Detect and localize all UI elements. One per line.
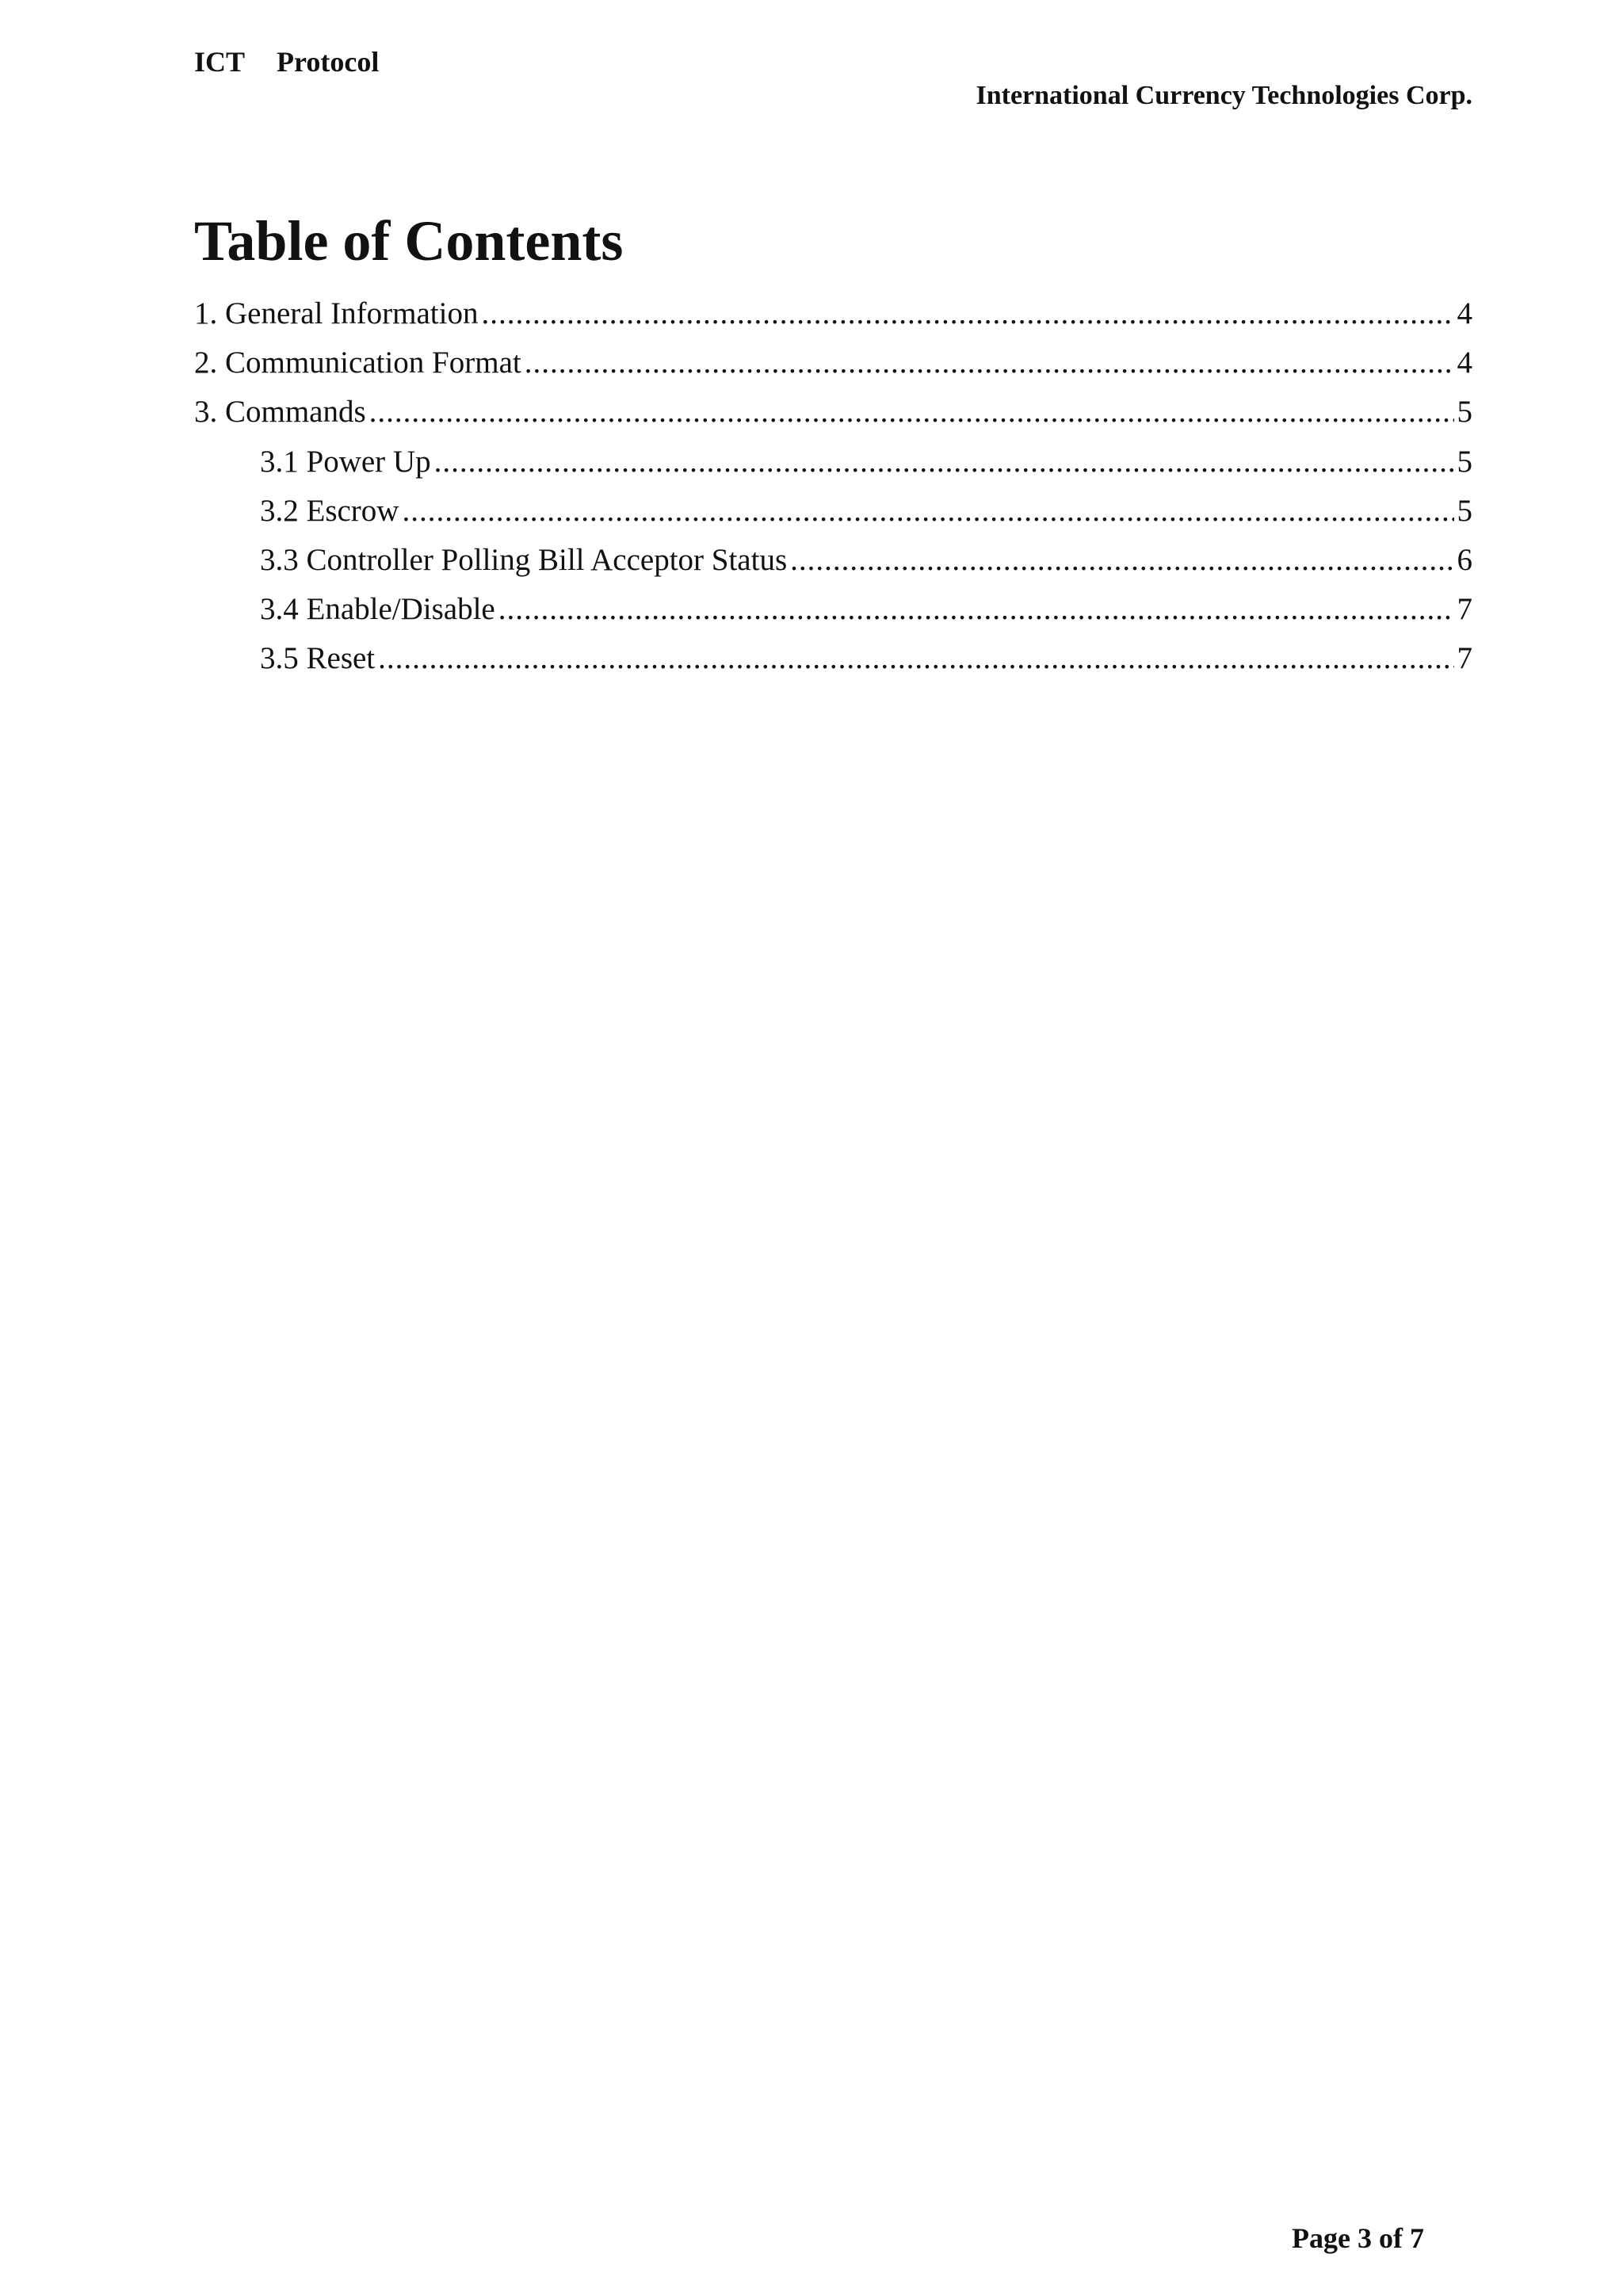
toc-entry[interactable] — [194, 298, 1472, 347]
toc-dot-leader — [434, 446, 1454, 477]
toc-entry-label: 3. Commands — [194, 395, 366, 430]
toc-dot-leader — [481, 298, 1453, 329]
toc-dot-leader — [525, 347, 1454, 378]
toc-entry-page: 4 — [1457, 296, 1472, 330]
toc-subentry[interactable] — [194, 495, 1472, 544]
toc-subentry[interactable] — [194, 594, 1472, 643]
toc-dot-leader — [498, 594, 1454, 625]
running-header-left — [194, 48, 379, 76]
toc-entry-label: 3.4 Enable/Disable — [260, 592, 495, 627]
doc-code: ICT — [194, 46, 246, 78]
company-name: International Currency Technologies Corp. — [976, 81, 1472, 110]
toc-subentry[interactable] — [194, 446, 1472, 495]
toc-dot-leader — [790, 544, 1453, 575]
toc-entry-label: 3.5 Reset — [260, 641, 376, 676]
page-number: Page 3 of 7 — [1292, 2222, 1424, 2254]
table-of-contents — [194, 298, 1472, 693]
toc-entry-page: 7 — [1457, 641, 1472, 676]
toc-entry-page: 4 — [1457, 346, 1472, 380]
toc-entry-page: 5 — [1457, 493, 1472, 528]
toc-dot-leader — [378, 643, 1453, 674]
doc-name: Protocol — [277, 46, 380, 78]
toc-entry-page: 6 — [1457, 542, 1472, 577]
toc-dot-leader — [369, 396, 1454, 427]
toc-entry-label: 2. Communication Format — [194, 346, 521, 380]
toc-entry-page: 5 — [1457, 444, 1472, 479]
toc-entry-label: 3.1 Power Up — [260, 444, 431, 479]
toc-entry-label: 3.2 Escrow — [260, 493, 399, 528]
toc-entry[interactable] — [194, 347, 1472, 396]
toc-entry-label: 1. General Information — [194, 296, 479, 330]
page-title: Table of Contents — [194, 209, 624, 273]
toc-dot-leader — [402, 495, 1453, 526]
toc-subentry[interactable] — [194, 544, 1472, 594]
toc-entry-label: 3.3 Controller Polling Bill Acceptor Status — [260, 542, 788, 577]
toc-entry-page: 7 — [1457, 592, 1472, 627]
toc-subentry[interactable] — [194, 643, 1472, 692]
toc-entry-page: 5 — [1457, 395, 1472, 430]
toc-entry[interactable] — [194, 396, 1472, 445]
